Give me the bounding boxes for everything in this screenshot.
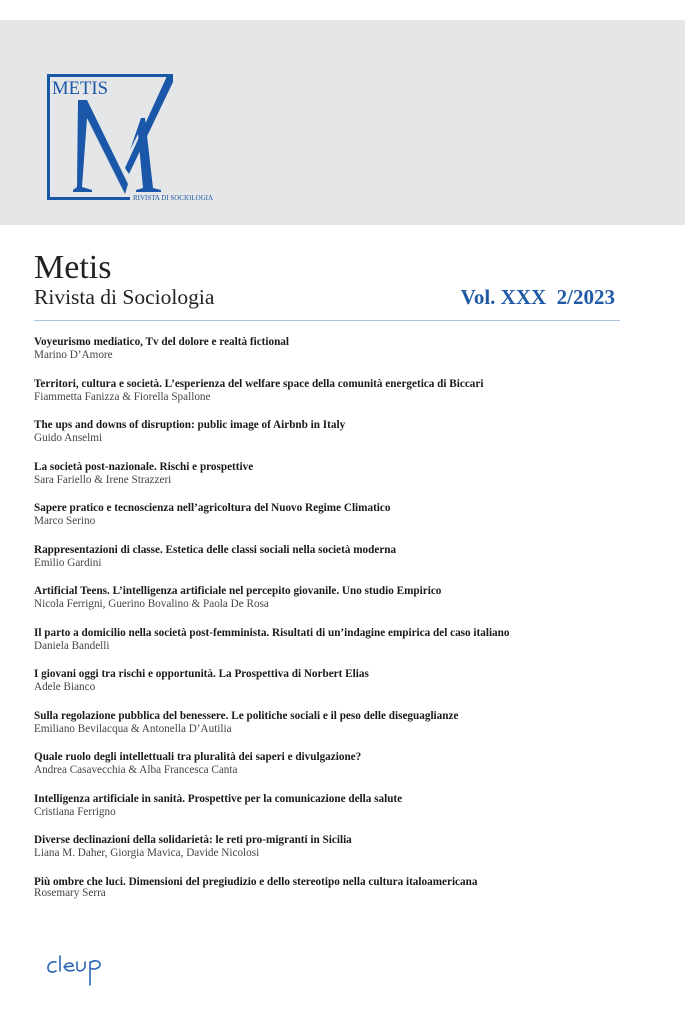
journal-title: Metis <box>34 249 112 286</box>
toc-entry <box>34 834 634 876</box>
table-of-contents <box>34 336 634 917</box>
article-authors: Guido Anselmi <box>34 432 103 444</box>
publisher-logo <box>46 950 116 990</box>
article-authors: Fiammetta Fanizza & Fiorella Spallone <box>34 390 211 403</box>
article-authors: Liana M. Daher, Giorgia Mavica, Davide Nicolosi <box>34 847 260 859</box>
article-authors: Emiliano Bevilacqua & Antonella D’Autilia <box>34 722 232 735</box>
toc-entry <box>34 668 634 710</box>
logo-tagline: RIVISTA DI SOCIOLOGIA <box>133 194 213 202</box>
toc-entry <box>34 751 634 793</box>
volume-issue: Vol. XXX 2/2023 <box>460 285 615 309</box>
article-title: Intelligenza artificiale in sanità. Prospettive per la comunicazione della salute <box>34 792 403 805</box>
article-title: Sapere pratico e tecnoscienza nell’agricoltura del Nuovo Regime Climatico <box>34 502 391 514</box>
toc-entry <box>34 419 634 461</box>
article-title: Rappresentazioni di classe. Estetica delle classi sociali nella società moderna <box>34 543 397 556</box>
article-title: The ups and downs of disruption: public image of Airbnb in Italy <box>34 419 346 431</box>
article-authors: Marino D’Amore <box>34 349 113 361</box>
article-title: Sulla regolazione pubblica del benessere. Le politiche sociali e il peso delle diseguaglianze <box>34 709 459 722</box>
journal-subtitle: Rivista di Sociologia <box>34 285 215 309</box>
article-title: Territori, cultura e società. L’esperienza del welfare space della comunità energetica di Biccari <box>34 377 484 390</box>
article-authors: Adele Bianco <box>34 681 96 693</box>
article-authors: Cristiana Ferrigno <box>34 805 116 818</box>
article-title: La società post-nazionale. Rischi e prospettive <box>34 460 254 473</box>
article-title: Voyeurismo mediatico, Tv del dolore e realtà fictional <box>34 336 290 348</box>
toc-entry <box>34 793 634 835</box>
toc-entry <box>34 378 634 420</box>
toc-entry <box>34 544 634 586</box>
toc-entry <box>34 876 634 918</box>
article-title: Diverse declinazioni della solidarietà: le reti pro-migranti in Sicilia <box>34 834 352 846</box>
metis-logo <box>45 72 245 204</box>
article-authors: Marco Serino <box>34 515 96 527</box>
article-authors: Daniela Bandelli <box>34 639 110 652</box>
divider-rule <box>34 320 620 321</box>
article-authors: Sara Fariello & Irene Strazzeri <box>34 473 172 486</box>
toc-entry <box>34 585 634 627</box>
toc-entry <box>34 627 634 669</box>
article-title: Artificial Teens. L’intelligenza artificiale nel percepito giovanile. Uno studio Empirico <box>34 585 442 597</box>
article-title: Più ombre che luci. Dimensioni del pregiudizio e dello stereotipo nella cultura italoamericana <box>34 875 478 888</box>
article-title: Il parto a domicilio nella società post-femminista. Risultati di un’indagine empirica del caso italiano <box>34 626 510 639</box>
article-authors: Andrea Casavecchia & Alba Francesca Canta <box>34 764 238 776</box>
toc-entry <box>34 502 634 544</box>
toc-entry <box>34 710 634 752</box>
toc-entry <box>34 336 634 378</box>
article-authors: Emilio Gardini <box>34 556 102 569</box>
toc-entry <box>34 461 634 503</box>
article-title: I giovani oggi tra rischi e opportunità. La Prospettiva di Norbert Elias <box>34 668 369 680</box>
article-title: Quale ruolo degli intellettuali tra pluralità dei saperi e divulgazione? <box>34 751 362 763</box>
article-authors: Nicola Ferrigni, Guerino Bovalino & Paola De Rosa <box>34 598 269 610</box>
logo-wordmark: METIS <box>52 78 108 99</box>
article-authors: Rosemary Serra <box>34 886 106 899</box>
